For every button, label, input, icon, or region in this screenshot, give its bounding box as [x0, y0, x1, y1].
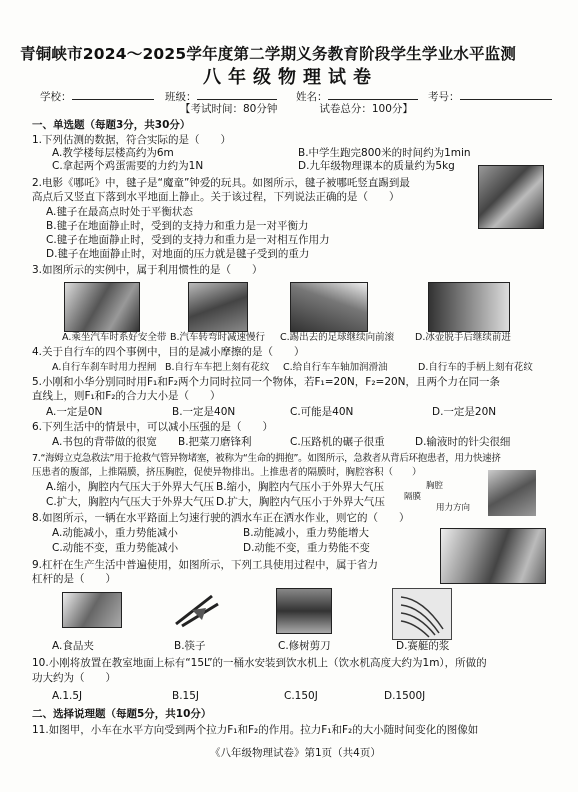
q8-option-b: B.动能减小，重力势能增大 — [243, 527, 370, 539]
school-field — [40, 88, 154, 104]
q9-option-a: A.食品夹 — [52, 640, 94, 652]
q7-option-a: A.缩小，胸腔内气压大于外界大气压 — [46, 481, 214, 493]
q2-option-d: D.毽子在地面静止时，对地面的压力就是毽子受到的重力 — [46, 248, 310, 260]
section-2-title: 二、选择说理题（每题5分，共10分） — [32, 708, 212, 720]
q10-option-d: D.1500J — [384, 690, 426, 702]
q6-stem: 6.下列生活中的情景中，可以减小压强的是（ ） — [32, 421, 274, 433]
q9-option-d: D.赛艇的浆 — [396, 640, 450, 652]
q4-option-d: D.自行车的手柄上刻有花纹 — [418, 362, 533, 373]
exam-title: 青铜峡市2024～2025学年度第二学期义务教育阶段学生学业水平监测 — [20, 45, 517, 63]
q4-option-a: A.自行车刹车时用力捏闸 — [52, 362, 157, 373]
q4-option-c: C.给自行车车轴加润滑油 — [283, 362, 388, 373]
exam-meta: 【考试时间：80分钟 试卷总分：100分】 — [180, 103, 413, 115]
q5-option-c: C.可能是40N — [290, 406, 354, 418]
q10-option-c: C.150J — [284, 690, 318, 702]
q1-stem: 1.下列估测的数据，符合实际的是（ ） — [32, 134, 232, 146]
class-blank — [197, 88, 277, 100]
page-footer: 《八年级物理试卷》第1页（共4页） — [210, 747, 381, 759]
q7-option-c: C.扩大，胸腔内气压大于外界大气压 — [46, 496, 215, 508]
q7-figure-label-force: 用力方向 — [436, 503, 471, 513]
q3-option-a: A.乘坐汽车时系好安全带 — [62, 332, 167, 343]
q8-figure-sprinkler-truck — [440, 528, 546, 584]
rowing-oar-icon — [393, 589, 451, 639]
q10-option-a: A.1.5J — [52, 690, 83, 702]
q5-option-b: B.一定是40N — [172, 406, 236, 418]
q2-option-a: A.毽子在最高点时处于平衡状态 — [46, 206, 193, 218]
q7-figure-label-diaphragm: 隔膜 — [404, 492, 422, 502]
q1-option-b: B.中学生跑完800米的时间约为1min — [298, 147, 471, 159]
id-label: 考号： — [428, 91, 460, 103]
q2-option-b: B.毽子在地面静止时，受到的支持力和重力是一对平衡力 — [46, 220, 309, 232]
q9-option-c: C.修树剪刀 — [278, 640, 331, 652]
school-label: 学校： — [40, 91, 72, 103]
q5-stem-line1: 5.小刚和小华分别同时用F₁和F₂两个力同时拉同一个物体，若F₁=20N，F₂=20N，且两个力在同一条 — [32, 376, 501, 388]
q3-stem: 3.如图所示的实例中，属于利用惯性的是（ ） — [32, 264, 263, 276]
name-blank — [328, 88, 418, 100]
q8-stem: 8.如图所示，一辆在水平路面上匀速行驶的洒水车正在洒水作业，则它的（ ） — [32, 512, 410, 524]
id-field — [428, 88, 552, 104]
q9-figure-oar — [392, 588, 452, 640]
q9-figure-chopsticks — [172, 590, 222, 628]
exam-subtitle: 八年级物理试卷 — [203, 67, 378, 88]
name-field — [296, 88, 418, 104]
q9-stem-line1: 9.杠杆在生产生活中普遍使用，如图所示，下列工具使用过程中，属于省力 — [32, 559, 379, 571]
q7-figure — [404, 470, 546, 518]
q9-figure-food-tongs — [62, 592, 122, 628]
q2-option-c: C.毽子在地面静止时，受到的支持力和重力是一对相互作用力 — [46, 234, 330, 246]
q5-stem-line2: 直线上，则F₁和F₂的合力大小是（ ） — [32, 390, 221, 402]
name-label: 姓名： — [296, 91, 328, 103]
q10-option-b: B.15J — [172, 690, 199, 702]
q7-option-d: D.扩大，胸腔内气压小于外界大气压 — [216, 496, 385, 508]
q2-stem-line2: 高点后又竖直下落到水平地面上静止。关于该过程，下列说法正确的是（ ） — [32, 191, 400, 203]
q1-option-d: D.九年级物理课本的质量约为5kg — [298, 160, 455, 172]
q6-option-c: C.压路机的碾子很重 — [290, 436, 385, 448]
q6-option-a: A.书包的背带做的很宽 — [52, 436, 157, 448]
q7-option-b: B.缩小，胸腔内气压小于外界大气压 — [216, 481, 385, 493]
q2-figure-nezha — [478, 165, 544, 229]
q7-stem-line1: 7.“海姆立克急救法”用于抢救气管异物堵塞，被称为“生命的拥抱”。如图所示，急救者从背后环抱患者，用力快速挤 — [32, 453, 501, 464]
q9-figure-pruning-shears — [276, 588, 332, 634]
q7-stem-line2: 压患者的腹部，上推隔膜，挤压胸腔，促使异物排出。上推患者的隔膜时，胸腔容积（ ） — [32, 467, 422, 478]
q6-option-d: D.输液时的针尖很细 — [415, 436, 511, 448]
q6-option-b: B.把菜刀磨锋利 — [178, 436, 252, 448]
q4-stem: 4.关于自行车的四个事例中，目的是减小摩擦的是（ ） — [32, 346, 305, 358]
school-blank — [72, 88, 154, 100]
id-blank — [460, 88, 552, 100]
q3-figure-c — [290, 282, 368, 332]
section-1-title: 一、单选题（每题3分，共30分） — [32, 119, 191, 131]
class-label: 班级： — [165, 91, 197, 103]
q3-option-d: D.冰壶脱手后继续前进 — [415, 332, 511, 343]
q7-figure-people — [488, 470, 536, 516]
q9-stem-line2: 杠杆的是（ ） — [32, 573, 116, 585]
q5-option-a: A.一定是0N — [46, 406, 103, 418]
chopsticks-icon — [172, 590, 222, 628]
q1-option-c: C.拿起两个鸡蛋需要的力约为1N — [52, 160, 204, 172]
q3-option-c: C.踢出去的足球继续向前滚 — [280, 332, 395, 343]
q2-stem-line1: 2.电影《哪吒》中，毽子是“魔童”钟爱的玩具。如图所示，毽子被哪吒竖直踢到最 — [32, 177, 410, 189]
q3-figure-b — [188, 282, 248, 332]
q10-stem-line1: 10.小刚将放置在教室地面上标有“15L”的一桶水安装到饮水机上（饮水机高度大约为1m），所做的 — [32, 657, 487, 669]
q4-option-b: B.自行车车把上刻有花纹 — [165, 362, 270, 373]
q11-stem-line1: 11.如图甲，小车在水平方向受到两个拉力F₁和F₂的作用。拉力F₁和F₂的大小随时间变化的图像如 — [32, 724, 479, 736]
q3-option-b: B.汽车转弯时减速慢行 — [170, 332, 266, 343]
class-field — [165, 88, 277, 104]
q3-figure-d — [428, 282, 510, 332]
q7-figure-label-chest: 胸腔 — [426, 481, 444, 491]
q1-option-a: A.教学楼每层楼高约为6m — [52, 147, 174, 159]
q8-option-c: C.动能不变，重力势能减小 — [52, 542, 179, 554]
q8-option-a: A.动能减小，重力势能减小 — [52, 527, 178, 539]
q10-stem-line2: 功大约为（ ） — [32, 672, 116, 684]
q9-option-b: B.筷子 — [174, 640, 206, 652]
q3-figure-a — [64, 282, 140, 332]
q5-option-d: D.一定是20N — [432, 406, 497, 418]
q8-option-d: D.动能不变，重力势能不变 — [243, 542, 370, 554]
